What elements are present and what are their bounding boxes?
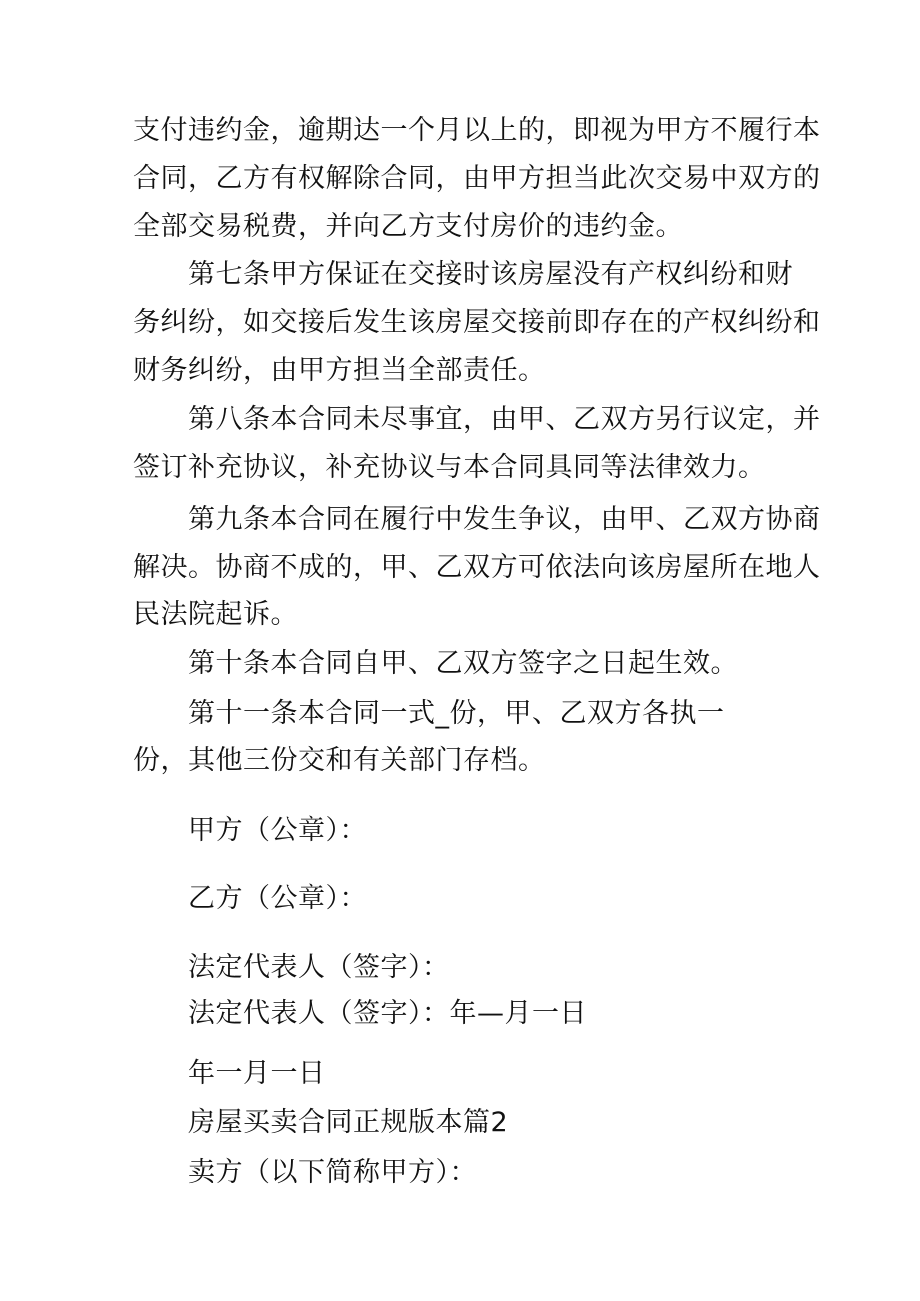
party-b-seal-line: 乙方（公章）： [188,883,367,914]
body-text-line: 民法院起诉。 [133,599,298,630]
legal-rep-signature-date-line: 法定代表人（签字）：年—月一日 [188,998,587,1029]
body-text-line: 支付违约金，逾期达一个月以上的，即视为甲方不履行本 [133,115,821,146]
party-a-seal-line: 甲方（公章）： [188,815,367,846]
body-text-line: 解决。协商不成的，甲、乙双方可依法向该房屋所在地人 [133,552,821,583]
seller-line: 卖方（以下简称甲方）： [188,1157,477,1188]
body-text-line: 务纠纷，如交接后发生该房屋交接前即存在的产权纠纷和 [133,307,821,338]
body-text-line: 签订补充协议，补充协议与本合同具同等法律效力。 [133,452,766,483]
article-10-line: 第十条本合同自甲、乙双方签字之日起生效。 [188,648,738,679]
legal-rep-signature-line: 法定代表人（签字）： [188,952,450,983]
article-11-line: 第十一条本合同一式_份，甲、乙双方各执一 [188,698,725,729]
body-text-line: 份，其他三份交和有关部门存档。 [133,745,546,776]
section-heading: 房屋买卖合同正规版本篇2 [188,1107,509,1138]
body-text-line: 全部交易税费，并向乙方支付房价的违约金。 [133,211,683,242]
date-line: 年一月一日 [188,1058,326,1089]
body-text-line: 合同，乙方有权解除合同，由甲方担当此次交易中双方的 [133,163,821,194]
body-text-line: 财务纠纷，由甲方担当全部责任。 [133,355,546,386]
article-9-line: 第九条本合同在履行中发生争议，由甲、乙双方协商 [188,504,821,535]
article-8-line: 第八条本合同未尽事宜，由甲、乙双方另行议定，并 [188,404,821,435]
article-7-line: 第七条甲方保证在交接时该房屋没有产权纠纷和财 [188,259,793,290]
